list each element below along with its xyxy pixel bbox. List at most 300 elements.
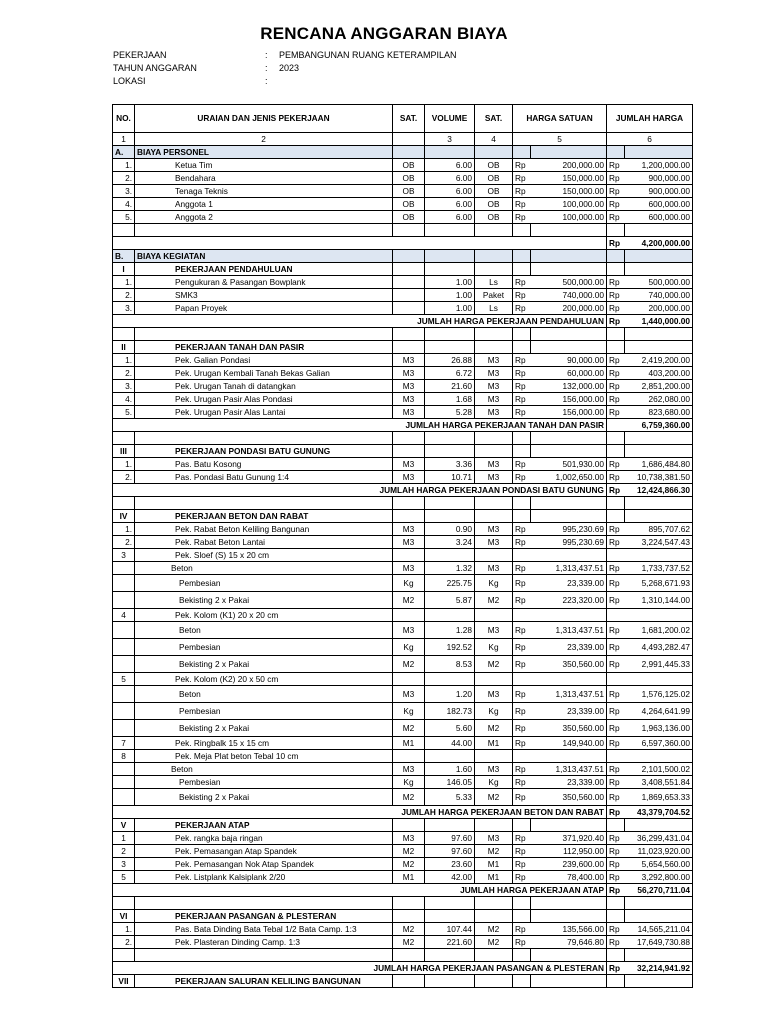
- col-header-sat: SAT.: [393, 105, 425, 133]
- col-number: 6: [607, 133, 693, 146]
- item-description: Pek. rangka baja ringan: [135, 832, 393, 845]
- currency-cell: Rp: [607, 172, 625, 185]
- currency-cell: Rp: [607, 406, 625, 419]
- volume-cell: 1.00: [425, 289, 475, 302]
- empty-cell: [625, 224, 693, 237]
- unit-cell: [393, 673, 425, 686]
- empty-cell: [475, 819, 513, 832]
- unit2-cell: M2: [475, 936, 513, 949]
- table-row: [113, 536, 693, 549]
- unit-price-cell: 100,000.00: [531, 211, 607, 224]
- item-number: 2.: [113, 936, 135, 949]
- item-number: [113, 575, 135, 592]
- empty-cell: [607, 224, 625, 237]
- total-price-cell: 6,597,360.00: [625, 737, 693, 750]
- volume-cell: 5.60: [425, 720, 475, 737]
- currency-cell: Rp: [607, 686, 625, 703]
- unit-cell: M3: [393, 458, 425, 471]
- section-row: [113, 146, 693, 159]
- empty-cell: [607, 897, 625, 910]
- item-description: Pengukuran & Pasangan Bowplank: [135, 276, 393, 289]
- empty-cell: [113, 497, 135, 510]
- item-number: 3: [113, 549, 135, 562]
- unit-price-cell: 995,230.69: [531, 536, 607, 549]
- currency-cell: Rp: [607, 656, 625, 673]
- empty-cell: [625, 328, 693, 341]
- table-row: [113, 789, 693, 806]
- empty-cell: [393, 949, 425, 962]
- empty-cell: [513, 250, 531, 263]
- unit-price-cell: 23,339.00: [531, 776, 607, 789]
- table-row: [113, 750, 693, 763]
- empty-cell: [625, 146, 693, 159]
- currency-cell: Rp: [513, 592, 531, 609]
- info-value: 2023: [279, 63, 300, 73]
- currency-cell: Rp: [513, 639, 531, 656]
- unit2-cell: M3: [475, 562, 513, 575]
- empty-cell: [531, 910, 607, 923]
- unit-price-cell: 23,339.00: [531, 703, 607, 720]
- subsection-number: V: [113, 819, 135, 832]
- item-number: [113, 789, 135, 806]
- currency-cell: Rp: [607, 380, 625, 393]
- subsection-title: PEKERJAAN ATAP: [135, 819, 393, 832]
- item-description: Beton: [135, 686, 393, 703]
- empty-cell: [425, 897, 475, 910]
- empty-cell: [513, 497, 531, 510]
- unit2-cell: Kg: [475, 703, 513, 720]
- empty-cell: [393, 510, 425, 523]
- item-number: 3.: [113, 380, 135, 393]
- table-row: [113, 354, 693, 367]
- item-number: 4.: [113, 393, 135, 406]
- currency-cell: Rp: [607, 562, 625, 575]
- header-row: [113, 105, 693, 133]
- empty-cell: [625, 432, 693, 445]
- item-number: 2.: [113, 536, 135, 549]
- empty-cell: [625, 497, 693, 510]
- unit-price-cell: 135,566.00: [531, 923, 607, 936]
- volume-cell: 3.36: [425, 458, 475, 471]
- empty-cell: [531, 819, 607, 832]
- unit-cell: M3: [393, 832, 425, 845]
- subtotal-label: JUMLAH HARGA PEKERJAAN BETON DAN RABAT: [113, 806, 607, 819]
- table-row: [113, 471, 693, 484]
- unit-cell: OB: [393, 198, 425, 211]
- section-row: [113, 250, 693, 263]
- unit2-cell: OB: [475, 159, 513, 172]
- item-description: Pas. Batu Kosong: [135, 458, 393, 471]
- empty-cell: [393, 819, 425, 832]
- item-description: Bekisting 2 x Pakai: [135, 720, 393, 737]
- volume-cell: 5.28: [425, 406, 475, 419]
- empty-cell: [393, 910, 425, 923]
- empty-cell: [513, 949, 531, 962]
- unit2-cell: Kg: [475, 575, 513, 592]
- unit2-cell: Paket: [475, 289, 513, 302]
- subsection-row: [113, 910, 693, 923]
- unit-price-cell: 132,000.00: [531, 380, 607, 393]
- unit2-cell: M3: [475, 367, 513, 380]
- empty-cell: [625, 341, 693, 354]
- unit-cell: M2: [393, 789, 425, 806]
- volume-cell: 0.90: [425, 523, 475, 536]
- empty-cell: [513, 146, 531, 159]
- currency-cell: Rp: [513, 776, 531, 789]
- subsection-title: PEKERJAAN PENDAHULUAN: [135, 263, 393, 276]
- empty-cell: [475, 975, 513, 988]
- info-sep: :: [265, 50, 268, 60]
- unit2-cell: M2: [475, 923, 513, 936]
- empty-cell: [393, 341, 425, 354]
- empty-cell: [531, 510, 607, 523]
- total-price-cell: 600,000.00: [625, 198, 693, 211]
- col-header-harga-satuan: HARGA SATUAN: [513, 105, 607, 133]
- table-row: [113, 393, 693, 406]
- unit2-cell: M1: [475, 737, 513, 750]
- unit-price-cell: 1,002,650.00: [531, 471, 607, 484]
- info-row-tahun: [113, 63, 673, 76]
- empty-cell: [393, 897, 425, 910]
- table-row: [113, 276, 693, 289]
- table-row: [113, 592, 693, 609]
- info-row-lokasi: [113, 76, 673, 89]
- budget-table: [112, 104, 693, 988]
- unit-cell: Kg: [393, 639, 425, 656]
- unit2-cell: [475, 673, 513, 686]
- currency-cell: Rp: [513, 380, 531, 393]
- subsection-title: PEKERJAAN SALURAN KELILING BANGUNAN: [135, 975, 393, 988]
- currency-cell: Rp: [513, 523, 531, 536]
- currency-cell: Rp: [513, 458, 531, 471]
- currency-cell: Rp: [607, 159, 625, 172]
- unit2-cell: OB: [475, 211, 513, 224]
- unit2-cell: [475, 549, 513, 562]
- col-number: 1: [113, 133, 135, 146]
- empty-cell: [425, 445, 475, 458]
- table-row: [113, 380, 693, 393]
- empty-cell: [113, 897, 135, 910]
- total-price-cell: 5,654,560.00: [625, 858, 693, 871]
- table-row: [113, 458, 693, 471]
- section-number: A.: [113, 146, 135, 159]
- item-description: Pek. Rabat Beton Lantai: [135, 536, 393, 549]
- unit-price-cell: 156,000.00: [531, 406, 607, 419]
- unit2-cell: M3: [475, 393, 513, 406]
- item-number: 1: [113, 832, 135, 845]
- empty-cell: [531, 263, 607, 276]
- empty-cell: [607, 328, 625, 341]
- unit-cell: M2: [393, 656, 425, 673]
- unit-price-cell: 995,230.69: [531, 523, 607, 536]
- empty-cell: [625, 975, 693, 988]
- empty-cell: [425, 250, 475, 263]
- total-price-cell: 600,000.00: [625, 211, 693, 224]
- empty-cell: [393, 250, 425, 263]
- subsection-number: I: [113, 263, 135, 276]
- empty-cell: [475, 146, 513, 159]
- currency-cell: Rp: [607, 832, 625, 845]
- empty-cell: [531, 897, 607, 910]
- item-description: Pek. Sloef (S) 15 x 20 cm: [135, 549, 393, 562]
- volume-cell: 10.71: [425, 471, 475, 484]
- volume-cell: [425, 549, 475, 562]
- total-price-cell: 3,292,800.00: [625, 871, 693, 884]
- item-description: Pek. Galian Pondasi: [135, 354, 393, 367]
- col-header-sat2: SAT.: [475, 105, 513, 133]
- unit-price-cell: 200,000.00: [531, 302, 607, 315]
- empty-cell: [607, 432, 625, 445]
- unit2-cell: M2: [475, 656, 513, 673]
- item-description: SMK3: [135, 289, 393, 302]
- unit-price-cell: 112,950.00: [531, 845, 607, 858]
- unit-price-cell: 90,000.00: [531, 354, 607, 367]
- unit-cell: M2: [393, 923, 425, 936]
- volume-cell: [425, 609, 475, 622]
- unit-cell: M3: [393, 471, 425, 484]
- unit-price-cell: 78,400.00: [531, 871, 607, 884]
- table-row: [113, 763, 693, 776]
- unit-price-cell: 223,320.00: [531, 592, 607, 609]
- currency-cell: Rp: [513, 789, 531, 806]
- blank-row: [113, 897, 693, 910]
- unit-price-cell: 1,313,437.51: [531, 622, 607, 639]
- table-row: [113, 406, 693, 419]
- subtotal-label: [113, 237, 607, 250]
- volume-cell: 6.00: [425, 159, 475, 172]
- total-price-cell: [625, 673, 693, 686]
- unit2-cell: M2: [475, 592, 513, 609]
- empty-cell: [475, 445, 513, 458]
- empty-cell: [531, 497, 607, 510]
- currency-cell: Rp: [513, 393, 531, 406]
- item-description: Pembesian: [135, 776, 393, 789]
- volume-cell: 6.00: [425, 198, 475, 211]
- unit-price-cell: 23,339.00: [531, 639, 607, 656]
- currency-cell: Rp: [513, 686, 531, 703]
- total-price-cell: 11,023,920.00: [625, 845, 693, 858]
- item-number: 3: [113, 858, 135, 871]
- item-number: 4: [113, 609, 135, 622]
- col-number: 2: [135, 133, 393, 146]
- section-number: B.: [113, 250, 135, 263]
- currency-cell: Rp: [513, 656, 531, 673]
- empty-cell: [475, 897, 513, 910]
- unit-price-cell: 200,000.00: [531, 159, 607, 172]
- total-price-cell: [625, 549, 693, 562]
- empty-cell: [425, 510, 475, 523]
- empty-cell: [531, 250, 607, 263]
- currency-cell: Rp: [513, 832, 531, 845]
- unit2-cell: M3: [475, 458, 513, 471]
- currency-cell: Rp: [513, 159, 531, 172]
- table-row: [113, 575, 693, 592]
- table-row: [113, 673, 693, 686]
- blank-row: [113, 328, 693, 341]
- volume-cell: 1.00: [425, 276, 475, 289]
- empty-cell: [625, 897, 693, 910]
- currency-cell: Rp: [513, 923, 531, 936]
- total-price-cell: 5,268,671.93: [625, 575, 693, 592]
- empty-cell: [135, 432, 393, 445]
- unit-cell: M2: [393, 845, 425, 858]
- currency-cell: Rp: [607, 315, 625, 328]
- currency-cell: Rp: [607, 845, 625, 858]
- currency-cell: Rp: [513, 936, 531, 949]
- volume-cell: 1.28: [425, 622, 475, 639]
- empty-cell: [425, 146, 475, 159]
- total-price-cell: 1,733,737.52: [625, 562, 693, 575]
- table-row: [113, 656, 693, 673]
- total-price-cell: 17,649,730.88: [625, 936, 693, 949]
- item-description: Beton: [135, 763, 393, 776]
- currency-cell: Rp: [513, 276, 531, 289]
- subtotal-label: JUMLAH HARGA PEKERJAAN ATAP: [113, 884, 607, 897]
- item-description: Bendahara: [135, 172, 393, 185]
- total-price-cell: 1,869,653.33: [625, 789, 693, 806]
- empty-cell: [513, 910, 531, 923]
- currency-cell: Rp: [513, 622, 531, 639]
- volume-cell: 182.73: [425, 703, 475, 720]
- unit-cell: OB: [393, 211, 425, 224]
- subtotal-row: [113, 806, 693, 819]
- section-title: BIAYA PERSONEL: [135, 146, 393, 159]
- item-description: Bekisting 2 x Pakai: [135, 656, 393, 673]
- info-value: PEMBANGUNAN RUANG KETERAMPILAN: [279, 50, 457, 60]
- empty-cell: [475, 497, 513, 510]
- table-row: [113, 871, 693, 884]
- empty-cell: [513, 328, 531, 341]
- item-description: Pembesian: [135, 639, 393, 656]
- volume-cell: 146.05: [425, 776, 475, 789]
- volume-cell: 6.00: [425, 172, 475, 185]
- table-row: [113, 198, 693, 211]
- currency-cell: Rp: [607, 289, 625, 302]
- total-price-cell: 2,419,200.00: [625, 354, 693, 367]
- subtotal-label: JUMLAH HARGA PEKERJAAN TANAH DAN PASIR: [113, 419, 607, 432]
- unit-cell: Kg: [393, 776, 425, 789]
- subsection-row: [113, 975, 693, 988]
- subtotal-value: 1,440,000.00: [625, 315, 693, 328]
- empty-cell: [135, 497, 393, 510]
- currency-cell: Rp: [607, 737, 625, 750]
- empty-cell: [393, 328, 425, 341]
- empty-cell: [135, 224, 393, 237]
- table-row: [113, 832, 693, 845]
- subsection-title: PEKERJAAN BETON DAN RABAT: [135, 510, 393, 523]
- unit2-cell: OB: [475, 185, 513, 198]
- subtotal-row: [113, 484, 693, 497]
- volume-cell: 97.60: [425, 832, 475, 845]
- unit-price-cell: [531, 750, 607, 763]
- unit-cell: M3: [393, 523, 425, 536]
- item-number: 5: [113, 871, 135, 884]
- info-label: TAHUN ANGGARAN: [113, 63, 197, 73]
- item-number: 1.: [113, 354, 135, 367]
- total-price-cell: 36,299,431.04: [625, 832, 693, 845]
- empty-cell: [531, 949, 607, 962]
- unit-cell: M2: [393, 592, 425, 609]
- unit-price-cell: 150,000.00: [531, 185, 607, 198]
- unit2-cell: OB: [475, 198, 513, 211]
- empty-cell: [513, 432, 531, 445]
- subsection-number: VII: [113, 975, 135, 988]
- subsection-title: PEKERJAAN PONDASI BATU GUNUNG: [135, 445, 393, 458]
- info-row-pekerjaan: [113, 50, 673, 63]
- subtotal-value: 32,214,941.92: [625, 962, 693, 975]
- unit2-cell: M2: [475, 720, 513, 737]
- empty-cell: [475, 328, 513, 341]
- unit-cell: OB: [393, 185, 425, 198]
- table-row: [113, 562, 693, 575]
- table-row: [113, 172, 693, 185]
- unit-price-cell: 150,000.00: [531, 172, 607, 185]
- currency-cell: Rp: [513, 720, 531, 737]
- unit2-cell: M2: [475, 845, 513, 858]
- subsection-number: III: [113, 445, 135, 458]
- subtotal-label: JUMLAH HARGA PEKERJAAN PENDAHULUAN: [113, 315, 607, 328]
- table-row: [113, 609, 693, 622]
- item-description: Ketua Tim: [135, 159, 393, 172]
- item-number: 5.: [113, 406, 135, 419]
- subsection-row: [113, 819, 693, 832]
- table-row: [113, 703, 693, 720]
- currency-cell: Rp: [607, 806, 625, 819]
- item-description: Pek. Ringbalk 15 x 15 cm: [135, 737, 393, 750]
- empty-cell: [513, 897, 531, 910]
- currency-cell: Rp: [513, 354, 531, 367]
- total-price-cell: 895,707.62: [625, 523, 693, 536]
- item-number: 5.: [113, 211, 135, 224]
- item-description: Pek. Plasteran Dinding Camp. 1:3: [135, 936, 393, 949]
- item-description: Pek. Pemasangan Atap Spandek: [135, 845, 393, 858]
- empty-cell: [393, 432, 425, 445]
- currency-cell: Rp: [513, 471, 531, 484]
- currency-cell: [513, 673, 531, 686]
- currency-cell: Rp: [607, 302, 625, 315]
- item-description: Pek. Urugan Tanah di datangkan: [135, 380, 393, 393]
- empty-cell: [513, 341, 531, 354]
- currency-cell: Rp: [607, 703, 625, 720]
- blank-row: [113, 497, 693, 510]
- currency-cell: Rp: [607, 639, 625, 656]
- currency-cell: Rp: [513, 406, 531, 419]
- empty-cell: [513, 445, 531, 458]
- volume-cell: 225.75: [425, 575, 475, 592]
- unit-price-cell: 500,000.00: [531, 276, 607, 289]
- subtotal-value: 12,424,866.30: [625, 484, 693, 497]
- empty-cell: [607, 975, 625, 988]
- empty-cell: [425, 975, 475, 988]
- unit-price-cell: [531, 673, 607, 686]
- volume-cell: 97.60: [425, 845, 475, 858]
- volume-cell: 1.00: [425, 302, 475, 315]
- item-description: Anggota 1: [135, 198, 393, 211]
- total-price-cell: 900,000.00: [625, 172, 693, 185]
- empty-cell: [531, 432, 607, 445]
- empty-cell: [425, 819, 475, 832]
- unit-cell: M1: [393, 871, 425, 884]
- item-description: Pas. Bata Dinding Bata Tebal 1/2 Bata Camp. 1:3: [135, 923, 393, 936]
- currency-cell: Rp: [513, 211, 531, 224]
- currency-cell: Rp: [513, 198, 531, 211]
- currency-cell: Rp: [513, 367, 531, 380]
- unit2-cell: M3: [475, 832, 513, 845]
- currency-cell: Rp: [607, 592, 625, 609]
- empty-cell: [425, 432, 475, 445]
- unit-cell: M1: [393, 737, 425, 750]
- currency-cell: Rp: [513, 172, 531, 185]
